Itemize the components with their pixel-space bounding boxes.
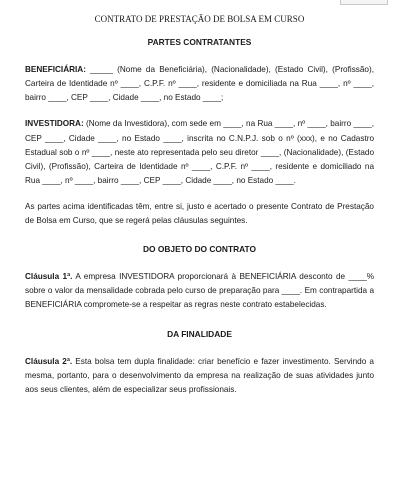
beneficiaria-text: _____ (Nome da Beneficiária), (Nacionalidade), (Estado Civil), (Profissão), Carteira de Identidade nº ____, C.P.F. nº ____, residente e domiciliada na Rua ____, nº ____, bairro ____, CEP ____, Cidade ____, no Estado ____;: [25, 65, 374, 103]
document-title: CONTRATO DE PRESTAÇÃO DE BOLSA EM CURSO: [94, 14, 305, 24]
clausula-1-label: Cláusula 1ª.: [25, 272, 73, 282]
document-page: [25, 12, 374, 397]
paragraph-closing: As partes acima identificadas têm, entre si, justo e acertado o presente Contrato de Prestação de Bolsa em Curso, que se regerá pelas cláusulas seguintes.: [25, 201, 374, 226]
section-heading-partes: PARTES CONTRATANTES: [147, 37, 252, 48]
document-tab: [340, 0, 388, 5]
investidora-text: (Nome da Investidora), com sede em ____, na Rua ____, nº ____, bairro ____, CEP ____, Cidade ____, no Estado ____, inscrita no C.N.P.J. sob o nº (xxx), e no Cadastro Estadual sob o nº ____, neste ato representada pelo seu diretor ____, (Nacionalidade), (Estado Civil), (Profissão), Carteira de Identidade nº ____, C.P.F. nº ____, residente e domiciliado na Rua ____, nº ____, bairro ____, CEP ____, Cidade ____, no Estado ____.: [25, 119, 374, 185]
beneficiaria-label: BENEFICIÁRIA:: [25, 65, 86, 75]
clausula-1-text: A empresa INVESTIDORA proporcionará à BENEFICIÁRIA desconto de ____% sobre o valor da mensalidade cobrada pelo curso de preparação para ____. Em contrapartida a BENEFICIÁRIA compromete-se a respeitar as regras neste contrato estabelecidas.: [25, 272, 374, 310]
section-heading-finalidade: DA FINALIDADE: [167, 328, 232, 339]
investidora-label: INVESTIDORA:: [25, 119, 84, 129]
paragraph-investidora: [25, 117, 374, 187]
paragraph-clausula-1: [25, 270, 374, 312]
clausula-2-text: Esta bolsa tem dupla finalidade: criar benefício e fazer investimento. Servindo a mesma, portanto, para o desenvolvimento da empresa na realização de suas atividades junto aos seus clientes, além de especializar seus profissionais.: [25, 356, 374, 394]
paragraph-clausula-2: [25, 355, 374, 397]
section-heading-objeto: DO OBJETO DO CONTRATO: [142, 244, 257, 255]
paragraph-beneficiaria: [25, 63, 374, 105]
clausula-2-label: Cláusula 2ª.: [25, 356, 73, 366]
